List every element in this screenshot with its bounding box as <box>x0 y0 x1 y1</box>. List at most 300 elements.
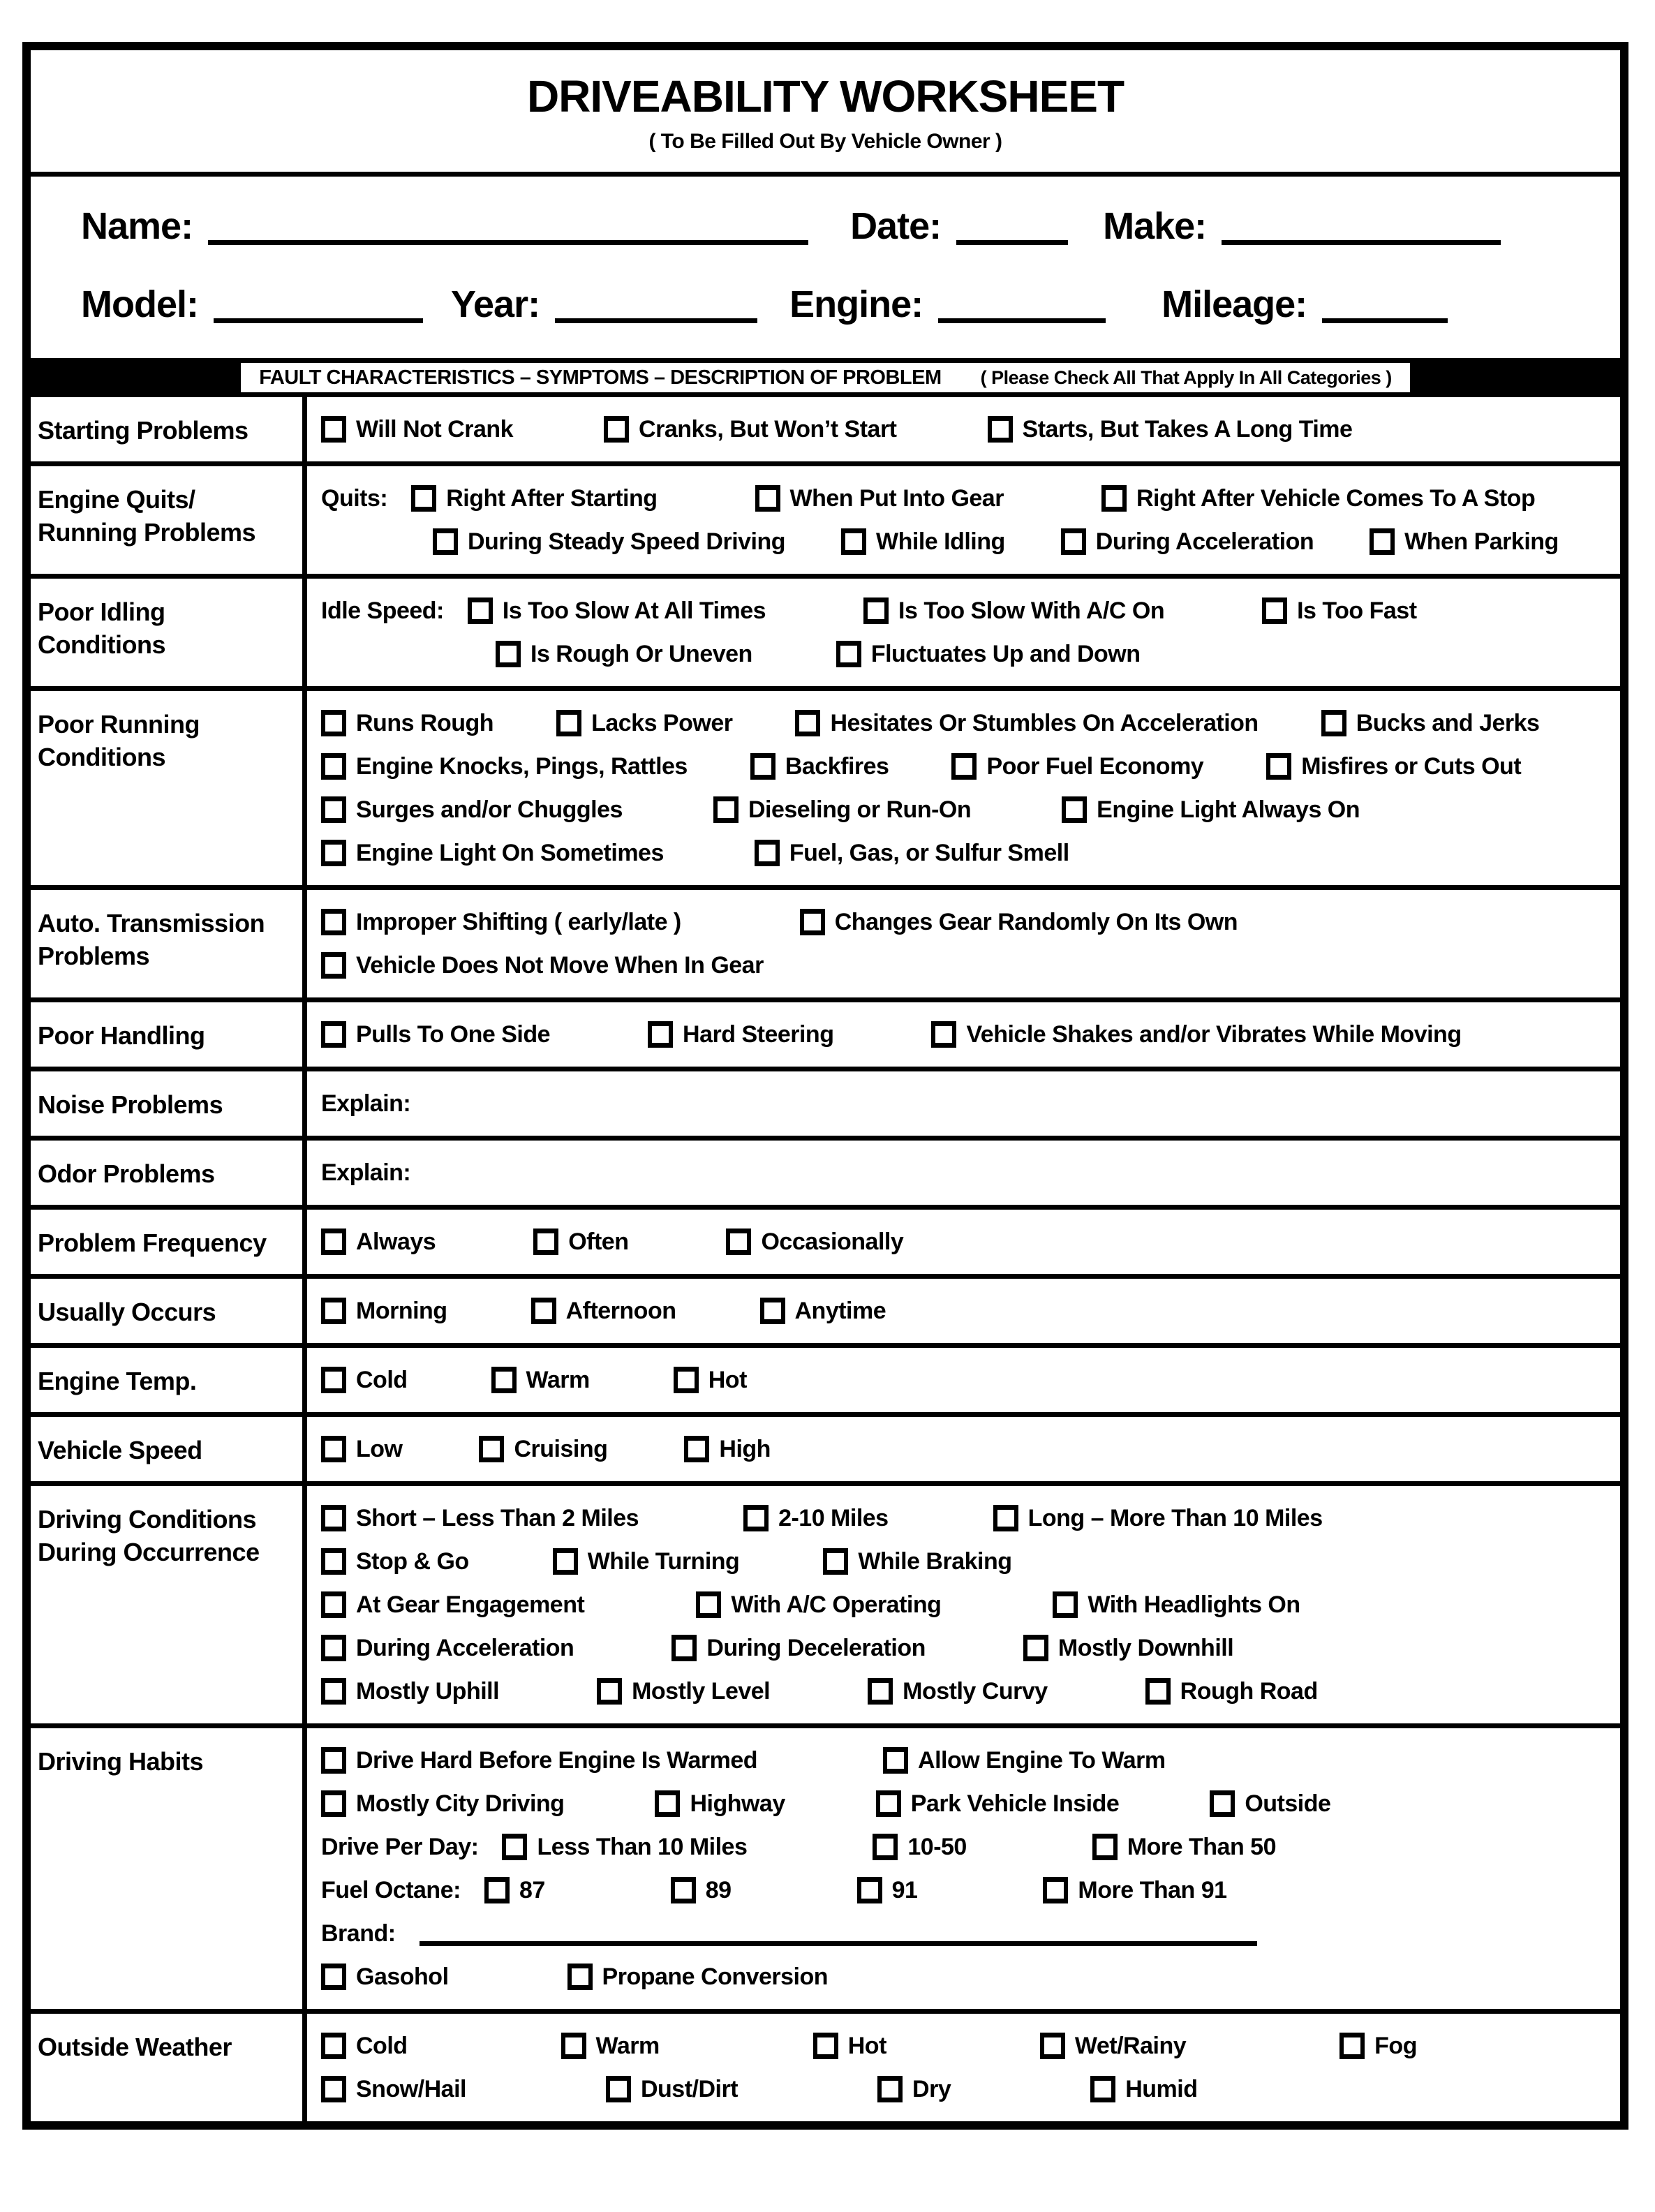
worksheet-row <box>31 997 1620 1067</box>
checkbox-option[interactable] <box>1266 753 1521 780</box>
category-label-line: Engine Temp. <box>38 1367 197 1395</box>
option-label: Vehicle Shakes and/or Vibrates While Moving <box>966 1020 1462 1048</box>
checkbox-icon[interactable] <box>321 1436 346 1462</box>
checkbox-option[interactable] <box>876 1790 1120 1818</box>
checkbox-icon[interactable] <box>1040 2033 1065 2059</box>
worksheet-row <box>31 1723 1620 2009</box>
checkbox-icon[interactable] <box>321 2076 346 2102</box>
option-label: Often <box>568 1228 629 1255</box>
option-label: Always <box>356 1228 436 1255</box>
checkbox-icon[interactable] <box>1262 597 1287 624</box>
date-input-line[interactable] <box>956 238 1068 245</box>
option-label: Mostly Uphill <box>356 1677 500 1705</box>
checkbox-option[interactable] <box>655 1790 785 1818</box>
option-label: Runs Rough <box>356 709 494 736</box>
checkbox-icon[interactable] <box>502 1834 527 1860</box>
checkbox-icon[interactable] <box>743 1505 769 1531</box>
checkbox-option[interactable] <box>823 1548 1011 1575</box>
category-label <box>31 1210 307 1274</box>
category-label-line: Usually Occurs <box>38 1298 216 1326</box>
category-label-line: During Occurrence <box>38 1538 260 1566</box>
option-label: Is Rough Or Uneven <box>530 640 752 667</box>
checkbox-icon[interactable] <box>321 909 346 935</box>
worksheet-row <box>31 461 1620 574</box>
category-label-line: Problems <box>38 942 150 970</box>
worksheet-page <box>22 42 1628 2130</box>
option-label: High <box>719 1435 771 1462</box>
checkbox-icon[interactable] <box>1339 2033 1365 2059</box>
checkbox-icon[interactable] <box>868 1678 893 1705</box>
checkbox-icon[interactable] <box>321 1367 346 1393</box>
checkbox-icon[interactable] <box>321 1021 346 1048</box>
checkbox-option[interactable] <box>674 1367 747 1394</box>
row-options <box>307 1348 1620 1412</box>
checkbox-option[interactable] <box>1145 1678 1318 1705</box>
checkbox-icon[interactable] <box>321 710 346 736</box>
checkbox-option[interactable] <box>863 597 1164 625</box>
checkbox-option[interactable] <box>502 1834 747 1861</box>
checkbox-icon[interactable] <box>876 1790 901 1817</box>
category-label <box>31 466 307 574</box>
checkbox-icon[interactable] <box>433 528 458 555</box>
checkbox-option[interactable] <box>726 1229 903 1256</box>
checkbox-option[interactable] <box>496 641 752 668</box>
checkbox-option[interactable] <box>750 753 889 780</box>
checkbox-option[interactable] <box>606 2076 738 2103</box>
checkbox-option[interactable] <box>321 1021 550 1048</box>
checkbox-icon[interactable] <box>553 1548 578 1575</box>
checkbox-icon[interactable] <box>1053 1591 1078 1618</box>
checkbox-icon[interactable] <box>1145 1678 1171 1705</box>
checkbox-option[interactable] <box>321 1747 757 1774</box>
checkbox-icon[interactable] <box>648 1021 673 1048</box>
checkbox-icon[interactable] <box>1023 1635 1048 1661</box>
option-label: 10-50 <box>907 1833 967 1860</box>
engine-input-line[interactable] <box>938 316 1106 323</box>
worksheet-row <box>31 1412 1620 1481</box>
option-label: Starts, But Takes A Long Time <box>1022 415 1353 443</box>
option-label: Humid <box>1125 2075 1198 2102</box>
checkbox-icon[interactable] <box>321 1591 346 1618</box>
checkbox-option[interactable] <box>531 1298 676 1325</box>
option-line <box>321 1827 1610 1866</box>
option-label: 91 <box>891 1876 918 1903</box>
category-label <box>31 1071 307 1136</box>
option-line <box>321 2026 1610 2065</box>
checkbox-icon[interactable] <box>321 1229 346 1255</box>
option-label: When Put Into Gear <box>789 484 1004 512</box>
checkbox-icon[interactable] <box>726 1229 751 1255</box>
option-label: Surges and/or Chuggles <box>356 796 623 823</box>
checkbox-option[interactable] <box>873 1834 966 1861</box>
checkbox-icon[interactable] <box>696 1591 721 1618</box>
category-label-line: Vehicle Speed <box>38 1436 202 1464</box>
checkbox-icon[interactable] <box>597 1678 622 1705</box>
section-header-note: ( Please Check All That Apply In All Categories ) <box>980 366 1392 388</box>
checkbox-option[interactable] <box>321 796 623 824</box>
category-label <box>31 1002 307 1067</box>
option-label: Engine Light Always On <box>1097 796 1360 823</box>
checkbox-option[interactable] <box>951 753 1203 780</box>
checkbox-option[interactable] <box>1370 528 1559 556</box>
row-options <box>307 1210 1620 1274</box>
checkbox-icon[interactable] <box>321 2033 346 2059</box>
mileage-input-line[interactable] <box>1322 316 1448 323</box>
checkbox-option[interactable] <box>433 528 785 556</box>
checkbox-icon[interactable] <box>931 1021 956 1048</box>
checkbox-option[interactable] <box>321 1635 574 1662</box>
make-label: Make: <box>1103 205 1207 247</box>
checkbox-option[interactable] <box>868 1678 1048 1705</box>
option-label: Morning <box>356 1297 447 1324</box>
checkbox-option[interactable] <box>321 2076 466 2103</box>
checkbox-icon[interactable] <box>479 1436 504 1462</box>
checkbox-icon[interactable] <box>496 641 521 667</box>
checkbox-icon[interactable] <box>841 528 866 555</box>
option-line <box>321 1153 1610 1192</box>
worksheet-row <box>31 686 1620 885</box>
worksheet-row <box>31 885 1620 997</box>
checkbox-icon[interactable] <box>321 796 346 823</box>
checkbox-icon[interactable] <box>567 1964 593 1990</box>
checkbox-icon[interactable] <box>1266 753 1291 780</box>
checkbox-icon[interactable] <box>883 1747 908 1774</box>
category-label-line: Noise Problems <box>38 1090 223 1119</box>
checkbox-option[interactable] <box>321 1367 408 1394</box>
blank-line[interactable] <box>420 1925 1257 1946</box>
checkbox-option[interactable] <box>813 2033 886 2060</box>
checkbox-icon[interactable] <box>877 2076 903 2102</box>
option-label: Cruising <box>514 1435 608 1462</box>
year-label: Year: <box>450 283 540 325</box>
option-label: Warm <box>526 1366 590 1393</box>
checkbox-icon[interactable] <box>468 597 493 624</box>
row-options <box>307 1486 1620 1723</box>
option-label: Occasionally <box>761 1228 904 1255</box>
option-label: With A/C Operating <box>731 1591 942 1618</box>
checkbox-option[interactable] <box>1043 1877 1226 1904</box>
checkbox-option[interactable] <box>988 416 1353 443</box>
worksheet-row <box>31 397 1620 461</box>
checkbox-icon[interactable] <box>760 1298 785 1324</box>
checkbox-option[interactable] <box>553 1548 740 1575</box>
checkbox-option[interactable] <box>684 1436 771 1463</box>
checkbox-option[interactable] <box>321 1964 449 1991</box>
mileage-label: Mileage: <box>1162 283 1307 325</box>
model-input-line[interactable] <box>214 316 423 323</box>
form-subtitle: ( To Be Filled Out By Vehicle Owner ) <box>648 130 1002 153</box>
worksheet-row <box>31 1136 1620 1205</box>
checkbox-icon[interactable] <box>684 1436 709 1462</box>
checkbox-icon[interactable] <box>655 1790 680 1817</box>
option-line <box>321 1360 1610 1400</box>
checkbox-option[interactable] <box>755 485 1004 512</box>
option-label: Long – More Than 10 Miles <box>1027 1504 1323 1531</box>
checkbox-icon[interactable] <box>951 753 977 780</box>
checkbox-option[interactable] <box>648 1021 833 1048</box>
checkbox-icon[interactable] <box>713 796 739 823</box>
option-label: Dieseling or Run-On <box>748 796 972 823</box>
option-label: Fog <box>1374 2032 1417 2059</box>
checkbox-option[interactable] <box>321 1298 447 1325</box>
date-label: Date: <box>850 205 942 247</box>
category-label <box>31 1279 307 1343</box>
option-line <box>321 1084 1610 1123</box>
option-line <box>321 1741 1610 1780</box>
checkbox-icon[interactable] <box>321 1505 346 1531</box>
checkbox-option[interactable] <box>1210 1790 1330 1818</box>
category-label-line: Odor Problems <box>38 1159 215 1188</box>
category-label <box>31 1728 307 2009</box>
worksheet-row <box>31 1067 1620 1136</box>
checkbox-icon[interactable] <box>823 1548 848 1575</box>
checkbox-icon[interactable] <box>755 485 780 512</box>
category-label-line: Poor Handling <box>38 1021 205 1050</box>
checkbox-icon[interactable] <box>1092 1834 1118 1860</box>
checkbox-option[interactable] <box>713 796 971 824</box>
date-field <box>850 207 1068 245</box>
line-prefix-label: Idle Speed: <box>321 597 444 624</box>
checkbox-icon[interactable] <box>484 1877 510 1903</box>
checkbox-option[interactable] <box>561 2033 660 2060</box>
checkbox-icon[interactable] <box>813 2033 838 2059</box>
checkbox-option[interactable] <box>760 1298 886 1325</box>
checkbox-option[interactable] <box>857 1877 918 1904</box>
category-label <box>31 1417 307 1481</box>
checkbox-icon[interactable] <box>606 2076 631 2102</box>
checkbox-icon[interactable] <box>321 952 346 979</box>
option-label: While Idling <box>876 528 1005 555</box>
option-label: Right After Vehicle Comes To A Stop <box>1136 484 1536 512</box>
option-label: Propane Conversion <box>602 1963 829 1990</box>
checkbox-option[interactable] <box>795 710 1258 737</box>
checkbox-icon[interactable] <box>863 597 889 624</box>
checkbox-icon[interactable] <box>674 1367 699 1393</box>
option-label: Stop & Go <box>356 1547 469 1575</box>
option-line <box>321 1784 1610 1823</box>
worksheet-row <box>31 1481 1620 1723</box>
year-input-line[interactable] <box>555 316 757 323</box>
checkbox-option[interactable] <box>321 710 493 737</box>
checkbox-option[interactable] <box>1262 597 1416 625</box>
option-label: Changes Gear Randomly On Its Own <box>834 908 1238 935</box>
category-label-line: Driving Habits <box>38 1747 204 1776</box>
checkbox-icon[interactable] <box>321 840 346 866</box>
name-field <box>81 207 808 245</box>
checkbox-option[interactable] <box>479 1436 607 1463</box>
checkbox-option[interactable] <box>321 1436 402 1463</box>
option-label: At Gear Engagement <box>356 1591 585 1618</box>
checkbox-icon[interactable] <box>873 1834 898 1860</box>
checkbox-option[interactable] <box>1092 1834 1276 1861</box>
option-label: Cold <box>356 1366 408 1393</box>
checkbox-option[interactable] <box>533 1229 628 1256</box>
checkbox-icon[interactable] <box>1370 528 1395 555</box>
checkbox-option[interactable] <box>321 840 664 867</box>
checkbox-icon[interactable] <box>321 1790 346 1817</box>
engine-field <box>789 285 1106 323</box>
option-label: Cold <box>356 2032 408 2059</box>
option-line <box>496 634 1610 674</box>
checkbox-icon[interactable] <box>321 1635 346 1661</box>
option-label: Is Too Fast <box>1297 597 1417 624</box>
option-label: Anytime <box>794 1297 886 1324</box>
checkbox-icon[interactable] <box>1062 796 1087 823</box>
checkbox-option[interactable] <box>411 485 657 512</box>
checkbox-icon[interactable] <box>321 1548 346 1575</box>
checkbox-option[interactable] <box>993 1505 1323 1532</box>
checkbox-option[interactable] <box>841 528 1005 556</box>
checkbox-icon[interactable] <box>321 1747 346 1774</box>
option-label: Fuel, Gas, or Sulfur Smell <box>789 839 1069 866</box>
option-label: Will Not Crank <box>356 415 514 443</box>
option-label: Hot <box>708 1366 747 1393</box>
vehicle-info-section <box>31 177 1620 358</box>
option-line <box>321 1222 1610 1261</box>
checkbox-option[interactable] <box>321 2033 408 2060</box>
checkbox-icon[interactable] <box>561 2033 586 2059</box>
checkbox-icon[interactable] <box>321 1298 346 1324</box>
title-section <box>31 50 1620 177</box>
checkbox-icon[interactable] <box>1090 2076 1115 2102</box>
option-line <box>321 1585 1610 1624</box>
checkbox-option[interactable] <box>321 1678 499 1705</box>
checkbox-option[interactable] <box>321 416 513 443</box>
checkbox-option[interactable] <box>321 1591 584 1619</box>
category-label-line: Conditions <box>38 743 165 771</box>
checkbox-icon[interactable] <box>671 1877 696 1903</box>
checkbox-icon[interactable] <box>795 710 820 736</box>
checkbox-option[interactable] <box>556 710 732 737</box>
checkbox-option[interactable] <box>321 753 688 780</box>
checkbox-option[interactable] <box>321 1548 469 1575</box>
checkbox-option[interactable] <box>836 641 1141 668</box>
checkbox-icon[interactable] <box>1101 485 1127 512</box>
checkbox-icon[interactable] <box>800 909 825 935</box>
fault-table <box>31 397 1620 2121</box>
option-label: Afternoon <box>565 1297 676 1324</box>
category-label-line: Poor Idling <box>38 597 165 626</box>
checkbox-option[interactable] <box>321 1505 639 1532</box>
checkbox-option[interactable] <box>696 1591 941 1619</box>
option-line <box>321 1015 1610 1054</box>
checkbox-icon[interactable] <box>988 416 1013 443</box>
mileage-field <box>1162 285 1448 323</box>
checkbox-icon[interactable] <box>993 1505 1018 1531</box>
checkbox-option[interactable] <box>800 909 1238 936</box>
checkbox-icon[interactable] <box>556 710 581 736</box>
checkbox-icon[interactable] <box>1321 710 1346 736</box>
option-label: Fluctuates Up and Down <box>870 640 1141 667</box>
checkbox-option[interactable] <box>604 416 896 443</box>
checkbox-icon[interactable] <box>604 416 629 443</box>
checkbox-icon[interactable] <box>1210 1790 1235 1817</box>
checkbox-option[interactable] <box>468 597 766 625</box>
checkbox-option[interactable] <box>1339 2033 1417 2060</box>
category-label <box>31 1141 307 1205</box>
category-label <box>31 691 307 885</box>
checkbox-icon[interactable] <box>321 753 346 780</box>
row-options <box>307 1002 1620 1067</box>
checkbox-option[interactable] <box>877 2076 951 2103</box>
option-label: Improper Shifting ( early/late ) <box>356 908 681 935</box>
option-label: Mostly Downhill <box>1057 1634 1234 1661</box>
option-line <box>321 1914 1610 1953</box>
checkbox-option[interactable] <box>1040 2033 1186 2060</box>
checkbox-icon[interactable] <box>491 1367 517 1393</box>
checkbox-option[interactable] <box>321 952 764 979</box>
option-line <box>321 1542 1610 1581</box>
checkbox-icon[interactable] <box>750 753 775 780</box>
checkbox-option[interactable] <box>671 1635 926 1662</box>
checkbox-icon[interactable] <box>671 1635 697 1661</box>
option-label: While Turning <box>587 1547 740 1575</box>
make-input-line[interactable] <box>1222 238 1501 245</box>
checkbox-option[interactable] <box>321 1229 436 1256</box>
checkbox-option[interactable] <box>597 1678 770 1705</box>
checkbox-icon[interactable] <box>321 1964 346 1990</box>
option-label: Is Too Slow With A/C On <box>898 597 1165 624</box>
line-prefix-label: Explain: <box>321 1159 411 1186</box>
checkbox-option[interactable] <box>567 1964 829 1991</box>
option-label: During Acceleration <box>1095 528 1314 555</box>
option-label: Hesitates Or Stumbles On Acceleration <box>830 709 1259 736</box>
checkbox-option[interactable] <box>1023 1635 1233 1662</box>
checkbox-option[interactable] <box>931 1021 1461 1048</box>
checkbox-option[interactable] <box>1062 796 1360 824</box>
line-prefix-label: Explain: <box>321 1090 411 1117</box>
checkbox-icon[interactable] <box>321 416 346 443</box>
make-field <box>1103 207 1501 245</box>
checkbox-option[interactable] <box>1090 2076 1197 2103</box>
option-label: When Parking <box>1404 528 1559 555</box>
checkbox-option[interactable] <box>484 1877 545 1904</box>
checkbox-icon[interactable] <box>836 641 861 667</box>
checkbox-option[interactable] <box>321 1790 564 1818</box>
option-label: Vehicle Does Not Move When In Gear <box>356 951 764 979</box>
option-label: More Than 91 <box>1078 1876 1227 1903</box>
checkbox-icon[interactable] <box>755 840 780 866</box>
checkbox-icon[interactable] <box>411 485 436 512</box>
checkbox-option[interactable] <box>743 1505 889 1532</box>
checkbox-icon[interactable] <box>531 1298 556 1324</box>
option-line <box>321 2070 1610 2109</box>
option-line <box>321 747 1610 786</box>
checkbox-option[interactable] <box>671 1877 732 1904</box>
checkbox-option[interactable] <box>1061 528 1314 556</box>
option-label: Hard Steering <box>683 1020 834 1048</box>
checkbox-option[interactable] <box>883 1747 1166 1774</box>
checkbox-option[interactable] <box>1101 485 1535 512</box>
checkbox-option[interactable] <box>755 840 1069 867</box>
checkbox-icon[interactable] <box>1061 528 1086 555</box>
checkbox-option[interactable] <box>491 1367 590 1394</box>
option-label: Low <box>356 1435 403 1462</box>
option-label: Right After Starting <box>446 484 658 512</box>
checkbox-option[interactable] <box>321 909 681 936</box>
checkbox-icon[interactable] <box>1043 1877 1068 1903</box>
checkbox-option[interactable] <box>1321 710 1540 737</box>
checkbox-icon[interactable] <box>321 1678 346 1705</box>
category-label <box>31 890 307 997</box>
name-input-line[interactable] <box>208 238 808 245</box>
checkbox-option[interactable] <box>1053 1591 1300 1619</box>
option-label: With Headlights On <box>1088 1591 1300 1618</box>
checkbox-icon[interactable] <box>857 1877 882 1903</box>
option-label: During Acceleration <box>356 1634 574 1661</box>
row-options <box>307 1728 1620 2009</box>
checkbox-icon[interactable] <box>533 1229 558 1255</box>
